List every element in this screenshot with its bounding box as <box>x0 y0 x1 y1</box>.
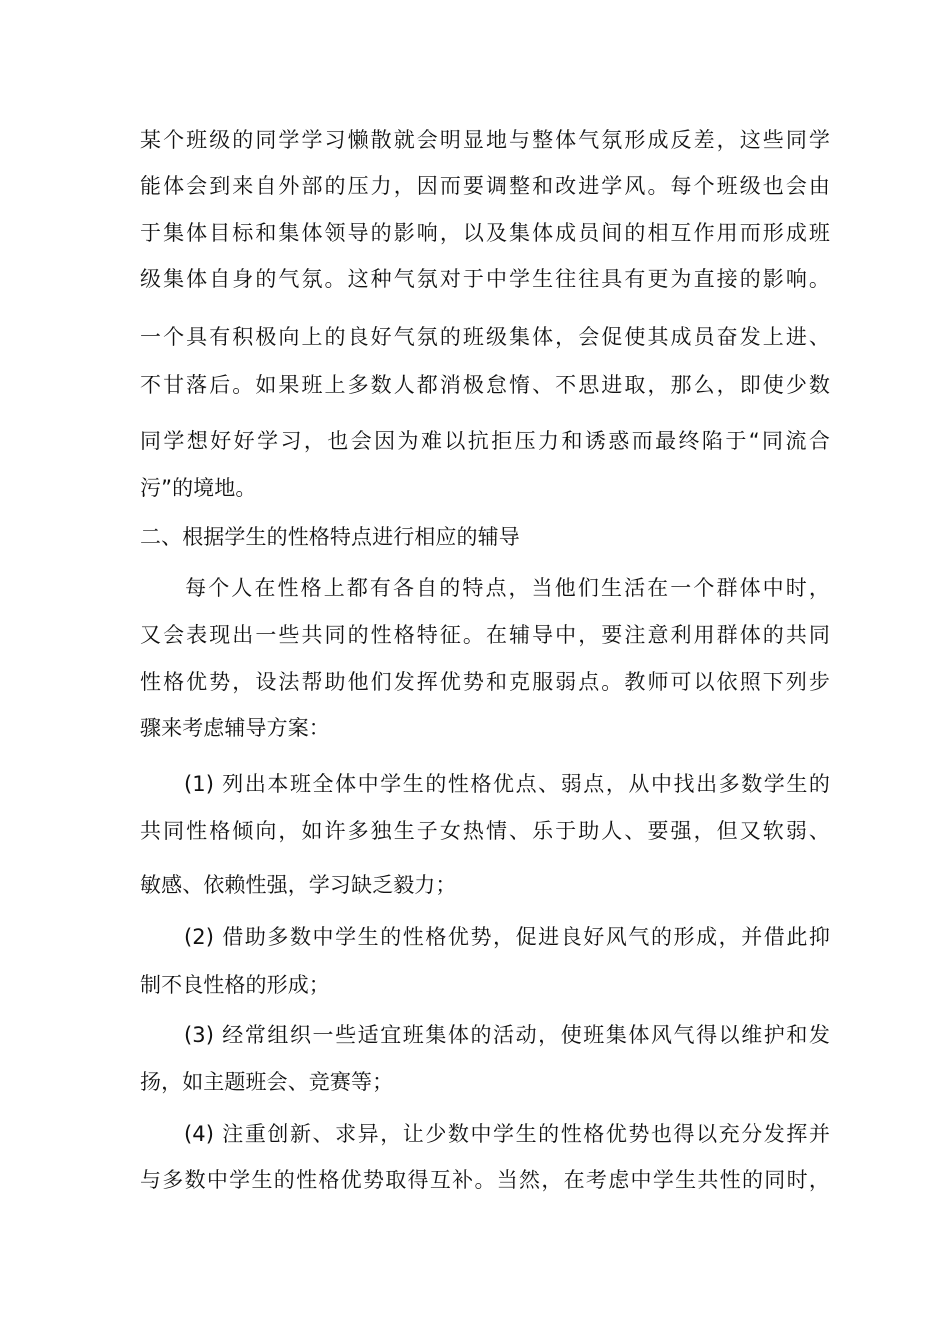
text-line: 污”的境地。 <box>140 476 257 500</box>
text-line: 性格优势，设法帮助他们发挥优势和克服弱点。教师可以依照下列步 <box>140 670 830 694</box>
text-line: 某个班级的同学学习懒散就会明显地与整体气氛形成反差，这些同学 <box>140 128 830 152</box>
text-line: 共同性格倾向，如许多独生子女热情、乐于助人、要强，但又软弱、 <box>140 819 830 843</box>
section-heading: 二、根据学生的性格特点进行相应的辅导 <box>140 525 520 549</box>
text-line: 同学想好好学习，也会因为难以抗拒压力和诱惑而最终陷于“同流合 <box>140 429 830 453</box>
text-line: 一个具有积极向上的良好气氛的班级集体，会促使其成员奋发上进、 <box>140 325 830 349</box>
text-line: 每个人在性格上都有各自的特点，当他们生活在一个群体中时， <box>162 576 830 600</box>
list-item-2: (2) 借助多数中学生的性格优势，促进良好风气的形成，并借此抑 <box>184 925 830 949</box>
text-line: 扬，如主题班会、竞赛等； <box>140 1070 394 1094</box>
text-line: 能体会到来自外部的压力，因而要调整和改进学风。每个班级也会由 <box>140 174 830 198</box>
text-line: 又会表现出一些共同的性格特征。在辅导中，要注意利用群体的共同 <box>140 623 830 647</box>
list-item-3: (3) 经常组织一些适宜班集体的活动，使班集体风气得以维护和发 <box>184 1023 830 1047</box>
list-item-1: (1) 列出本班全体中学生的性格优点、弱点，从中找出多数学生的 <box>184 772 830 796</box>
text-line: 与多数中学生的性格优势取得互补。当然，在考虑中学生共性的同时， <box>140 1168 830 1192</box>
list-item-4: (4) 注重创新、求异，让少数中学生的性格优势也得以充分发挥并 <box>184 1122 830 1146</box>
text-line: 制不良性格的形成； <box>140 973 330 997</box>
text-line: 级集体自身的气氛。这种气氛对于中学生往往具有更为直接的影响。 <box>140 267 830 291</box>
text-line: 于集体目标和集体领导的影响，以及集体成员间的相互作用而形成班 <box>140 221 830 245</box>
text-line: 不甘落后。如果班上多数人都消极怠惰、不思进取，那么，即使少数 <box>140 373 830 397</box>
text-line: 敏感、依赖性强，学习缺乏毅力； <box>140 873 457 897</box>
text-line: 骤来考虑辅导方案： <box>140 716 330 740</box>
